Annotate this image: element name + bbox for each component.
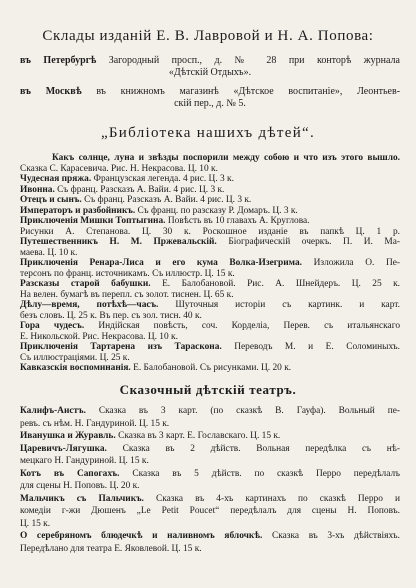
page-title: Склады изданій Е. В. Лавровой и Н. А. Попова: xyxy=(42,28,374,44)
entry-text: терсонъ по франц. источникамъ. Съ иллюстр. Ц. 15 к. xyxy=(20,268,235,279)
entry-text: Съ иллюстраціями. Ц. 25 к. xyxy=(20,352,130,363)
list-item xyxy=(20,216,400,227)
section-heading-theatre: Сказочный дѣтскій театръ. xyxy=(119,382,297,397)
entry-text: Е. Балобановой. Съ рисунками. Ц. 20 к. xyxy=(133,363,292,373)
address-petersburg xyxy=(20,55,400,79)
entry-text: Переводъ М. и Е. Соломиныхъ. xyxy=(234,342,401,352)
entry-text: На велен. бумагѣ въ перепл. съ золот. тиснен. Ц. 65 к. xyxy=(20,289,234,300)
entry-line xyxy=(20,311,400,322)
list-item xyxy=(20,430,400,443)
entry-title: Ивонна. xyxy=(20,184,55,195)
list-item xyxy=(20,279,400,290)
section-heading-library: „Библіотека нашихъ дѣтей“. xyxy=(100,125,316,141)
list-item xyxy=(20,443,400,456)
theatre-list xyxy=(20,405,400,555)
entry-text: мецкаго Н. Гандуриной. Ц. 15 к. xyxy=(20,456,149,466)
entry-text: маева. Ц. 10 к. xyxy=(20,247,78,258)
entry-text: Е. Балобановой. Рис. А. Шнейдеръ. Ц. 25 к. xyxy=(162,279,401,289)
address-text: въ книжномъ магазинѣ «Дѣтское воспитаніе», Леонтьев- xyxy=(96,86,401,97)
entry-title: Путешественникъ Н. М. Пржевальскій. xyxy=(20,237,217,247)
address-moscow xyxy=(20,86,400,110)
entry-line xyxy=(20,164,400,175)
entry-line xyxy=(20,227,400,238)
list-item xyxy=(20,206,400,217)
address-text: скій пер., д. № 5. xyxy=(174,98,246,109)
list-item xyxy=(20,300,400,311)
entry-text: Сказка въ 3 карт. (по сказкѣ В. Гауфа). Вольный пе- xyxy=(98,406,401,416)
list-item xyxy=(20,258,400,269)
entry-text: Сказка въ 5 дѣйств. по сказкѣ Перро передѣлалъ xyxy=(132,468,400,479)
entry-line xyxy=(20,455,400,468)
entry-title: Императоръ и разбойникъ. xyxy=(20,205,136,216)
entry-text: Ц. 15 к. xyxy=(20,518,51,529)
entry-title: Разсказы старой бабушки. xyxy=(20,279,151,289)
entry-line xyxy=(20,248,400,259)
entry-title: Приключенія Тартарена изъ Тараскона. xyxy=(20,342,222,352)
entry-text: ревъ. съ нѣм. Н. Гандуриной. Ц. 15 к. xyxy=(20,418,170,429)
entry-text: Рисунки А. Степанова. Ц. 30 к. Роскошное изданіе въ папкѣ Ц. 1 р. xyxy=(20,226,400,237)
entry-text: Повѣсть въ 10 главахъ А. Круглова. xyxy=(167,216,310,226)
entry-line xyxy=(20,543,400,556)
list-item xyxy=(20,468,400,481)
list-item xyxy=(20,405,400,418)
address-text: «Дѣтскій Отдыхъ». xyxy=(168,67,252,78)
entry-title: О серебряномъ блюдечкѣ и наливномъ яблочкѣ. xyxy=(20,531,263,541)
list-item xyxy=(20,185,400,196)
library-list xyxy=(20,153,400,374)
list-item xyxy=(20,342,400,353)
entry-text: Сказка въ 3-хъ дѣйствіяхъ. xyxy=(271,531,400,541)
list-item xyxy=(20,321,400,332)
list-item xyxy=(20,174,400,185)
entry-text: Сказка въ 3 карт. Е. Гославскаго. Ц. 15 к. xyxy=(118,431,281,441)
entry-title: Чудесная пряжа. xyxy=(20,174,92,184)
entry-line xyxy=(20,518,400,531)
entry-text: безъ словъ. Ц. 25 к. Въ пер. съ зол. тисн. 40 к. xyxy=(20,310,202,321)
entry-line xyxy=(20,480,400,493)
entry-text: Съ франц. Разсказъ А. Вайи. 4 рис. Ц. 3 к. xyxy=(57,184,225,195)
entry-text: Сказка въ 4-хъ картинахъ по сказкѣ Перро и xyxy=(155,493,400,504)
list-item xyxy=(20,153,400,164)
entry-title: Какъ солнце, луна и звѣзды поспорили между собою и что изъ этого вышло. xyxy=(52,153,400,163)
entry-title: Приключенія Мишки Топтыгина. xyxy=(20,216,166,226)
entry-text: для сцены Н. Поповъ. Ц. 20 к. xyxy=(20,481,140,491)
address-city: въ Москвѣ xyxy=(20,86,82,97)
entry-text: Съ франц. по разсказу Р. Домаръ. Ц. 3 к. xyxy=(137,205,298,216)
entry-line xyxy=(20,290,400,301)
entry-title: Отецъ и сынъ. xyxy=(20,195,82,205)
entry-title: Кавказскія воспоминанія. xyxy=(20,363,131,373)
address-line xyxy=(20,86,400,98)
entry-title: Иванушка и Журавль. xyxy=(20,431,116,441)
entry-title: Котъ въ Сапогахъ. xyxy=(20,468,120,479)
entry-line xyxy=(20,505,400,518)
address-line xyxy=(20,98,400,110)
entry-line xyxy=(20,269,400,280)
entry-line xyxy=(20,353,400,364)
address-line xyxy=(20,55,400,67)
entry-title: Приключенія Ренара-Лиса и его кума Волка-Изегрима. xyxy=(20,258,302,268)
entry-text: Индійская повѣсть, соч. Корделіа, Перев. съ итальянскаго xyxy=(98,321,401,331)
entry-text: Передѣлано для театра Е. Яковлевой. Ц. 15 к. xyxy=(20,543,202,554)
entry-text: Съ франц. Разсказъ А. Вайи. 4 рис. Ц. 3 к. xyxy=(84,195,252,205)
list-item xyxy=(20,530,400,543)
entry-text: Сказка С. Карасевича. Рис. Н. Некрасова. Ц. 10 к. xyxy=(20,163,218,174)
entry-title: Царевичъ-Лягушка. xyxy=(20,443,107,454)
entry-line xyxy=(20,418,400,431)
list-item xyxy=(20,493,400,506)
entry-text: комедіи г-жи Дюшенъ „Le Petit Poucet“ передѣлалъ для сцены Н. Поповъ. xyxy=(20,506,400,516)
address-city: въ Петербургѣ xyxy=(20,55,97,66)
entry-text: Біографическій очеркъ. П. И. Ма- xyxy=(228,237,400,247)
address-text: Загородный просп., д. № 28 при конторѣ журнала xyxy=(108,55,400,66)
entry-text: Шуточныя исторіи съ картинк. и карт. xyxy=(175,300,401,310)
entry-text: Французская легенда. 4 рис. Ц. 3 к. xyxy=(93,174,234,184)
address-line xyxy=(20,67,400,79)
entry-text: Сказка въ 2 дѣйств. Вольная передѣлка съ нѣ- xyxy=(122,443,400,454)
entry-title: Мальчикъ съ Пальчикъ. xyxy=(20,493,144,504)
entry-text: Изложила О. Пе- xyxy=(313,258,401,268)
list-item xyxy=(20,363,400,374)
list-item xyxy=(20,237,400,248)
entry-text: Е. Никольской. Рис. Некрасова. Ц. 10 к. xyxy=(20,331,178,342)
list-item xyxy=(20,195,400,206)
entry-title: Калифъ-Аистъ. xyxy=(20,406,86,416)
entry-line xyxy=(20,332,400,343)
entry-title: Дѣлу—время, потѣхѣ—часъ. xyxy=(20,300,159,310)
entry-title: Гора чудесъ. xyxy=(20,321,85,331)
